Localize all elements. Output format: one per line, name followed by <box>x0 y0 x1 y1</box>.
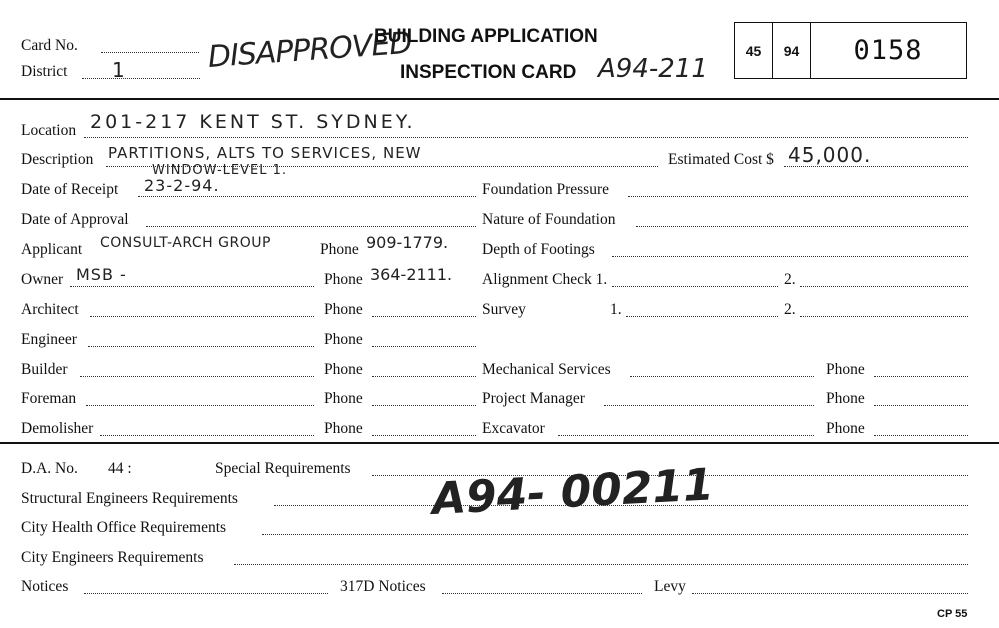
city-health-label: City Health Office Requirements <box>21 519 227 536</box>
foundation-pressure-label: Foundation Pressure <box>482 181 610 198</box>
header-divider <box>0 98 999 100</box>
demolisher-phone-label: Phone <box>324 420 363 437</box>
excavator-phone-label: Phone <box>826 420 865 437</box>
foreman-phone-line <box>372 405 476 406</box>
date-of-receipt-value: 23-2-94. <box>144 176 220 195</box>
foreman-phone-label: Phone <box>324 390 363 407</box>
engineer-label: Engineer <box>21 331 77 348</box>
section-divider <box>0 442 999 444</box>
architect-label: Architect <box>21 301 79 318</box>
nature-of-foundation-line <box>636 226 968 227</box>
depth-of-footings-line <box>612 256 968 257</box>
big-handwritten-reference: A94- 00211 <box>430 459 715 525</box>
levy-line <box>692 593 968 594</box>
notices-line <box>84 593 328 594</box>
description-value-line2: WINDOW-LEVEL 1. <box>152 163 288 178</box>
alignment-check-label: Alignment Check 1. <box>482 271 608 288</box>
nature-of-foundation-label: Nature of Foundation <box>482 211 616 228</box>
card-no-line <box>101 52 199 53</box>
applicant-value: CONSULT-ARCH GROUP <box>100 235 271 251</box>
mechanical-services-phone-line <box>874 376 968 377</box>
da-no-value: 44 : <box>108 460 132 477</box>
owner-line <box>70 286 314 287</box>
structural-engineers-label: Structural Engineers Requirements <box>21 490 238 507</box>
card-number-box <box>734 22 967 79</box>
location-line <box>84 137 968 138</box>
mechanical-services-phone-label: Phone <box>826 361 865 378</box>
title-building-application: BUILDING APPLICATION <box>374 26 598 47</box>
mechanical-services-label: Mechanical Services <box>482 361 611 378</box>
applicant-phone-value: 909-1779. <box>366 233 449 252</box>
levy-label: Levy <box>654 578 686 595</box>
card-number: 0158 <box>853 35 923 66</box>
builder-line <box>80 376 314 377</box>
handwritten-reference: A94-211 <box>598 54 708 84</box>
card-no-label: Card No. <box>21 37 78 54</box>
foreman-label: Foreman <box>21 390 77 407</box>
project-manager-phone-line <box>874 405 968 406</box>
district-label: District <box>21 63 68 80</box>
survey-line-1 <box>626 316 778 317</box>
city-engineers-label: City Engineers Requirements <box>21 549 204 566</box>
box-cell-2: 94 <box>773 23 811 78</box>
architect-line <box>90 316 314 317</box>
owner-label: Owner <box>21 271 64 288</box>
demolisher-phone-line <box>372 435 476 436</box>
project-manager-phone-label: Phone <box>826 390 865 407</box>
foundation-pressure-line <box>628 196 968 197</box>
estimated-cost-value: 45,000. <box>788 143 872 167</box>
district-value: 1 <box>112 58 126 82</box>
district-line <box>82 78 200 79</box>
foreman-line <box>86 405 314 406</box>
estimated-cost-label: Estimated Cost $ <box>668 151 774 168</box>
excavator-label: Excavator <box>482 420 545 437</box>
builder-label: Builder <box>21 361 68 378</box>
survey-2-label: 2. <box>784 301 796 318</box>
date-of-approval-label: Date of Approval <box>21 211 129 228</box>
builder-phone-label: Phone <box>324 361 363 378</box>
demolisher-line <box>100 435 314 436</box>
excavator-line <box>558 435 814 436</box>
survey-line-2 <box>800 316 968 317</box>
builder-phone-line <box>372 376 476 377</box>
architect-phone-label: Phone <box>324 301 363 318</box>
owner-value: MSB - <box>76 265 127 284</box>
demolisher-label: Demolisher <box>21 420 94 437</box>
location-label: Location <box>21 122 77 139</box>
owner-phone-label: Phone <box>324 271 363 288</box>
date-of-receipt-line <box>138 196 476 197</box>
special-requirements-label: Special Requirements <box>215 460 351 477</box>
survey-label: Survey <box>482 301 526 318</box>
project-manager-line <box>604 405 814 406</box>
notices-317d-label: 317D Notices <box>340 578 426 595</box>
date-of-approval-line <box>146 226 476 227</box>
da-no-label: D.A. No. <box>21 460 78 477</box>
description-value-line1: PARTITIONS, ALTS TO SERVICES, NEW <box>108 144 422 162</box>
notices-label: Notices <box>21 578 69 595</box>
alignment-check-line-2 <box>800 286 968 287</box>
disapproved-stamp: DISAPPROVED <box>206 25 413 75</box>
city-health-line <box>262 534 968 535</box>
architect-phone-line <box>372 316 476 317</box>
project-manager-label: Project Manager <box>482 390 585 407</box>
excavator-phone-line <box>874 435 968 436</box>
location-value: 201-217 KENT ST. SYDNEY. <box>90 111 416 133</box>
engineer-phone-label: Phone <box>324 331 363 348</box>
survey-1-label: 1. <box>610 301 622 318</box>
engineer-line <box>88 346 314 347</box>
date-of-receipt-label: Date of Receipt <box>21 181 119 198</box>
alignment-check-2-label: 2. <box>784 271 796 288</box>
description-label: Description <box>21 151 94 168</box>
engineer-phone-line <box>372 346 476 347</box>
applicant-phone-label: Phone <box>320 241 359 258</box>
box-cell-1: 45 <box>735 23 773 78</box>
alignment-check-line-1 <box>612 286 778 287</box>
city-engineers-line <box>234 564 968 565</box>
form-code: CP 55 <box>937 608 968 620</box>
applicant-label: Applicant <box>21 241 83 258</box>
owner-phone-value: 364-2111. <box>370 265 453 284</box>
mechanical-services-line <box>630 376 814 377</box>
depth-of-footings-label: Depth of Footings <box>482 241 595 258</box>
title-inspection-card: INSPECTION CARD <box>400 62 577 83</box>
notices-317d-line <box>442 593 642 594</box>
